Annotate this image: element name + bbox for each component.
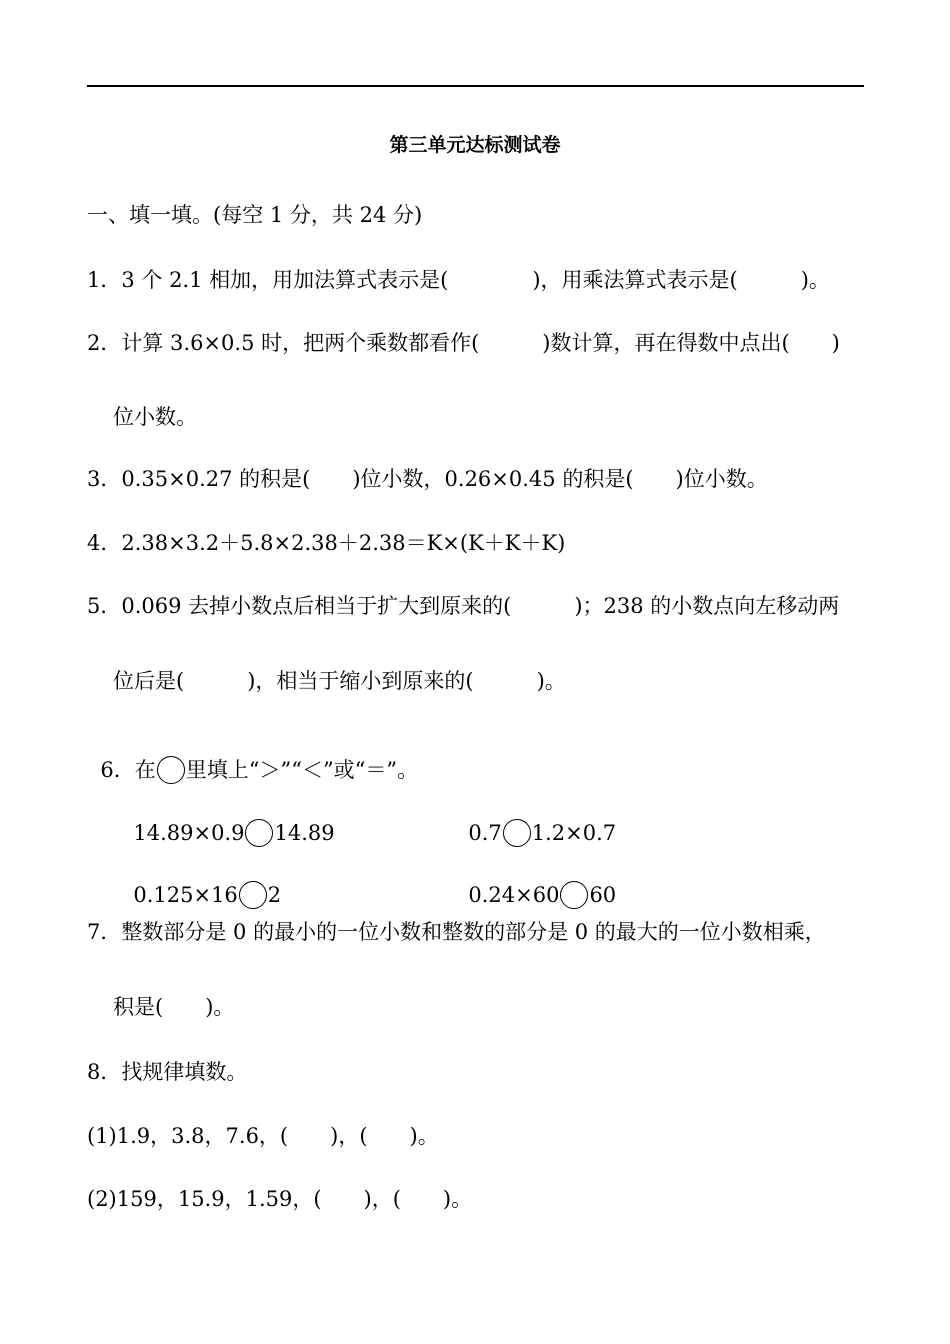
- answer-circle-icon[interactable]: [245, 819, 273, 847]
- question-6-suffix: 里填上“＞”“＜”或“＝”。: [185, 758, 419, 782]
- comparison-right: 2: [267, 883, 282, 907]
- question-5-line-2: 位后是( )，相当于缩小到原来的( )。: [113, 669, 566, 693]
- top-rule: [87, 85, 864, 87]
- comparison-left: 14.89×0.9: [133, 821, 245, 845]
- comparison-right: 60: [589, 883, 617, 907]
- question-8-sub-2: (2)159，15.9，1.59，( )，( )。: [87, 1187, 473, 1211]
- comparison-item-3: [120, 855, 281, 909]
- question-2-line-2: 位小数。: [113, 405, 197, 429]
- section-heading: 一、填一填。(每空 1 分，共 24 分): [87, 203, 423, 227]
- answer-circle-icon[interactable]: [239, 881, 267, 909]
- page-title: 第三单元达标测试卷: [389, 134, 561, 156]
- comparison-left: 0.7: [468, 821, 502, 845]
- comparison-item-2: [455, 793, 616, 847]
- question-2-line-1: 2．计算 3.6×0.5 时，把两个乘数都看作( )数计算，再在得数中点出( ): [87, 331, 840, 355]
- question-6: [87, 730, 418, 784]
- question-4: 4．2.38×3.2＋5.8×2.38＋2.38＝K×(K＋K＋K): [87, 531, 566, 555]
- answer-circle-icon[interactable]: [560, 881, 588, 909]
- question-6-prefix: 6．在: [100, 758, 156, 782]
- comparison-left: 0.24×60: [468, 883, 560, 907]
- answer-circle-icon: [157, 756, 185, 784]
- comparison-left: 0.125×16: [133, 883, 238, 907]
- question-7-line-1: 7．整数部分是 0 的最小的一位小数和整数的部分是 0 的最大的一位小数相乘，: [87, 920, 826, 944]
- comparison-item-1: [120, 793, 335, 847]
- question-7-line-2: 积是( )。: [113, 995, 235, 1019]
- question-1: 1．3 个 2.1 相加，用加法算式表示是( )，用乘法算式表示是( )。: [87, 268, 830, 292]
- comparison-right: 1.2×0.7: [531, 821, 617, 845]
- question-5-line-1: 5．0.069 去掉小数点后相当于扩大到原来的( )；238 的小数点向左移动两: [87, 594, 840, 618]
- question-3: 3．0.35×0.27 的积是( )位小数，0.26×0.45 的积是( )位小数。: [87, 467, 768, 491]
- question-8-sub-1: (1)1.9，3.8，7.6，( )，( )。: [87, 1124, 439, 1148]
- answer-circle-icon[interactable]: [503, 819, 531, 847]
- comparison-item-4: [455, 855, 616, 909]
- comparison-right: 14.89: [274, 821, 335, 845]
- question-8: 8．找规律填数。: [87, 1060, 248, 1084]
